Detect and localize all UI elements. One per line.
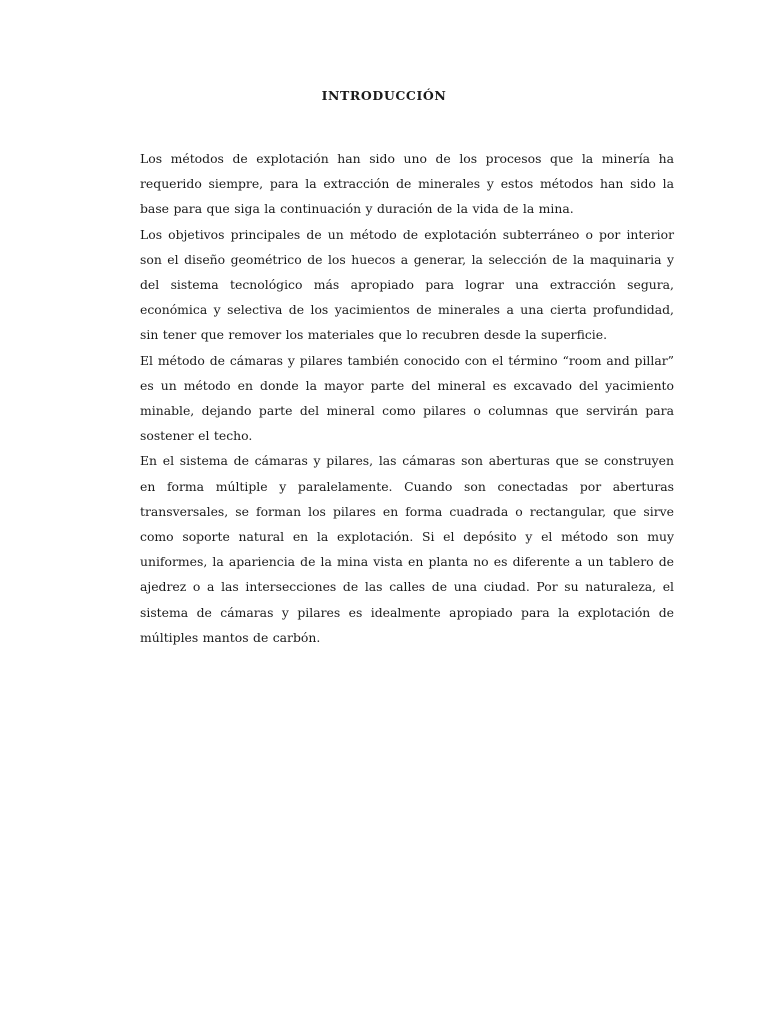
page-title: INTRODUCCIÓN <box>321 88 447 103</box>
paragraph-3: El método de cámaras y pilares también conocido con el término “room and pillar” es un método en donde la mayor parte del mineral es excavado del yacimiento minable, dejando parte del mineral como pilares o columnas que servirán para sostener el techo. <box>140 352 674 444</box>
body-text <box>140 146 674 650</box>
paragraph-1: Los métodos de explotación han sido uno de los procesos que la minería ha requerido siempre, para la extracción de minerales y estos métodos han sido la base para que siga la continuación y duración de la vida de la mina. <box>140 151 674 217</box>
paragraph-2: Los objetivos principales de un método de explotación subterráneo o por interior son el diseño geométrico de los huecos a generar, la selección de la maquinaria y del sistema tecnológico más apropiado para lograr una extracción segura, económica y selectiva de los yacimientos de minerales a una cierta profundidad, sin tener que remover los materiales que lo recubren desde la superficie. <box>140 226 674 343</box>
paragraph-4: En el sistema de cámaras y pilares, las cámaras son aberturas que se construyen en forma múltiple y paralelamente. Cuando son conectadas por aberturas transversales, se forman los pilares en forma cuadrada o rectangular, que sirve como soporte natural en la explotación. Si el depósito y el método son muy uniformes, la apariencia de la mina vista en planta no es diferente a un tablero de ajedrez o a las intersecciones de las calles de una ciudad. Por su naturaleza, el sistema de cámaras y pilares es idealmente apropiado para la explotación de múltiples mantos de carbón. <box>140 453 674 645</box>
